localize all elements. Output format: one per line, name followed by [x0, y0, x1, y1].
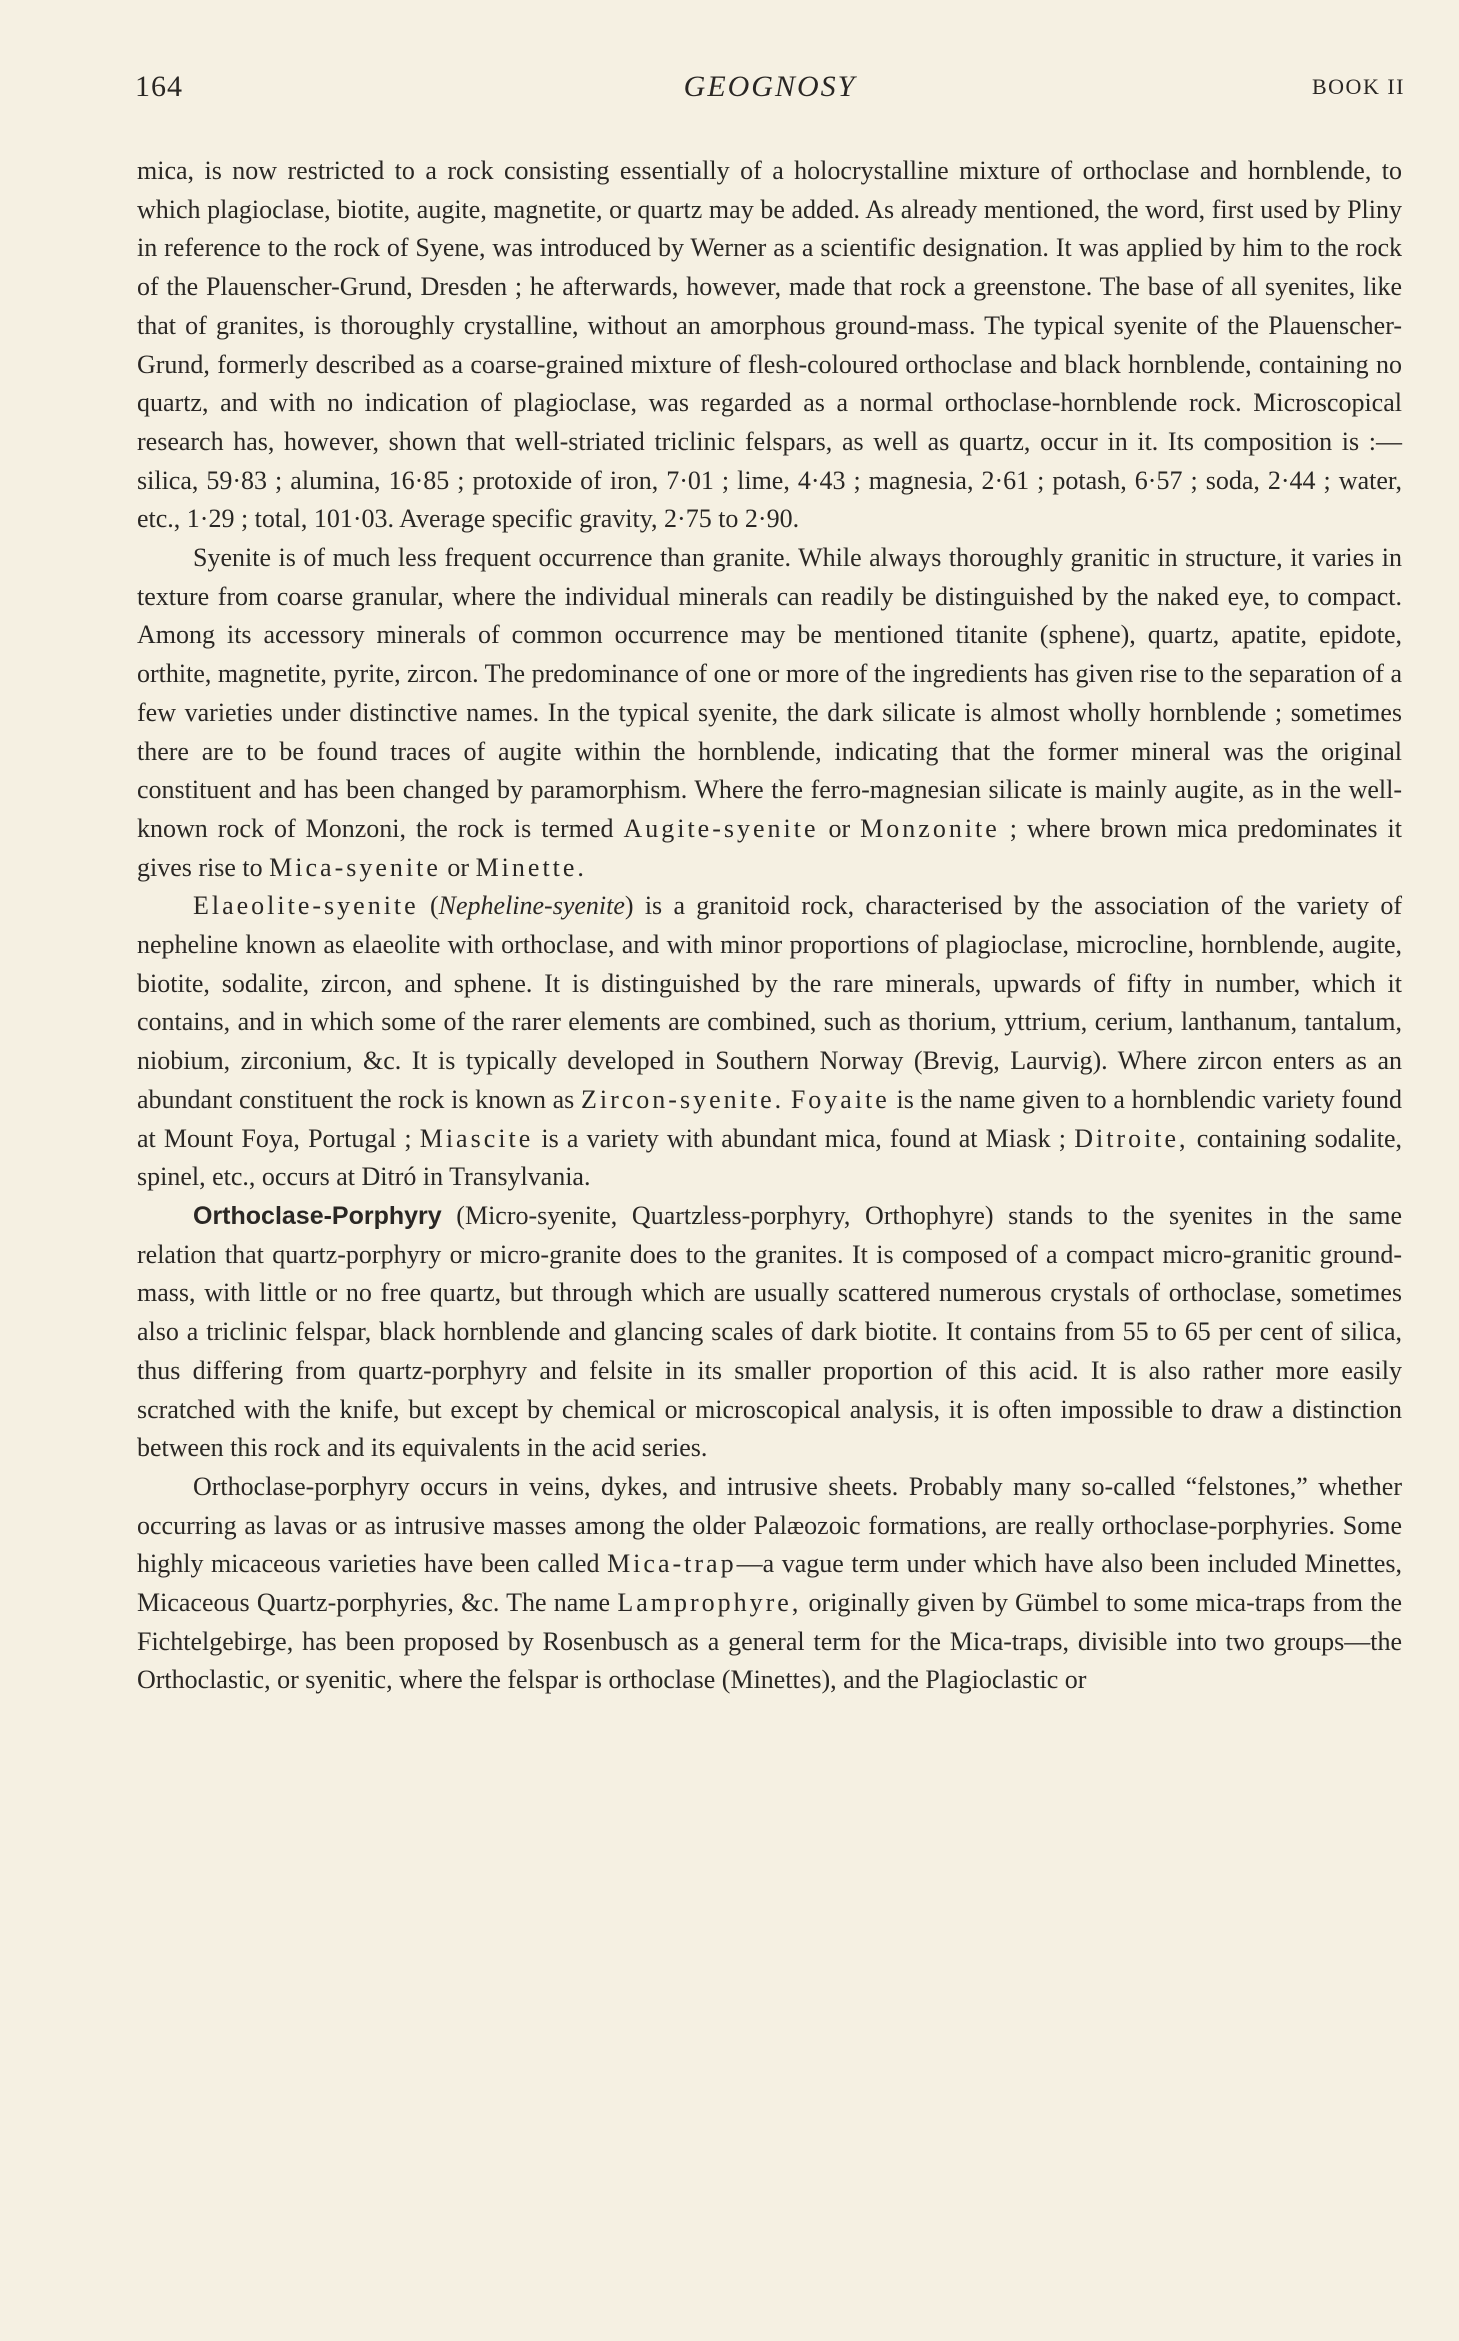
paragraph-porphyry-occurrence [137, 1468, 1402, 1700]
term-spaced: Ditroite, [1074, 1123, 1189, 1153]
term-spaced: Miascite [419, 1123, 534, 1153]
term-spaced: Monzonite [860, 813, 1000, 843]
page-number: 164 [135, 70, 183, 103]
text-run: mica, is now restricted to a rock consisting essentially of a holocrystalline mixture of orthoclase and hornblende, to which plagioclase, biotite, augite, magnetite, or quartz may be added. As already mentioned, the word, first used by Pliny in reference to the rock of Syene, was introduced by Werner as a scientific designation. It was applied by him to the rock of the Plauenscher-Grund, Dresden ; he afterwards, however, made that rock a greenstone. The base of all syenites, like that of granites, is thoroughly crystalline, without an amorphous ground-mass. The typical syenite of the Plauenscher-Grund, formerly described as a coarse-grained mixture of flesh-coloured orthoclase and black hornblende, containing no quartz, and with no indication of plagioclase, was regarded as a normal orthoclase-hornblende rock. Microscopical research has, however, shown that well-striated triclinic felspars, as well as quartz, occur in it. Its composition is :— silica, 59·83 ; alumina, 16·85 ; protoxide of iron, 7·01 ; lime, 4·43 ; magnesia, 2·61 ; potash, 6·57 ; soda, 2·44 ; water, etc., 1·29 ; total, 101·03. Average specific gravity, 2·75 to 2·90. [137, 156, 1402, 534]
running-head [135, 70, 1405, 110]
text-run: is the name given to a hornblendic variety found at Mount Foya, Portugal ; [137, 1084, 1403, 1153]
text-run: ( [418, 891, 439, 921]
text-run: Syenite is of much less frequent occurrence than granite. While always thoroughly granitic in structure, it varies in texture from coarse granular, where the individual minerals can readily be distinguished by the naked eye, to compact. Among its accessory minerals of common occurrence may be mentioned titanite (sphene), quartz, apatite, epidote, orthite, magnetite, pyrite, zircon. The predominance of one or more of the ingredients has given rise to the separation of a few varieties under distinctive names. In the typical syenite, the dark silicate is almost wholly hornblende ; sometimes there are to be found traces of augite within the hornblende, indicating that the former mineral was the original constituent and has been changed by paramorphism. Where the ferro-magnesian silicate is mainly augite, as in the well-known rock of Monzoni, the rock is termed [137, 543, 1402, 843]
text-run: originally given by Gümbel to some mica-traps from the Fichtelgebirge, has been proposed by Rosenbusch as a general term for the Mica-traps, divisible into two groups—the Orthoclastic, or syenitic, where the felspar is orthoclase (Minettes), and the Plagioclastic or [137, 1588, 1403, 1695]
text-run: ) is a granitoid rock, characterised by the association of the variety of nepheline known as elaeolite with orthoclase, and with minor proportions of plagioclase, microcline, hornblende, augite, biotite, sodalite, zircon, and sphene. It is distinguished by the rare minerals, upwards of fifty in number, which it contains, and in which some of the rarer elements are combined, such as thorium, yttrium, cerium, lanthanum, tantalum, niobium, zirconium, &c. It is typically developed in Southern Norway (Brevig, Laurvig). Where zircon enters as an abundant constituent the rock is known as [137, 891, 1402, 1114]
running-title: GEOGNOSY [683, 70, 857, 103]
body-text [137, 152, 1402, 1700]
text-run: or [818, 813, 861, 843]
paragraph-elaeolite-syenite [137, 887, 1402, 1197]
term-spaced: Mica-trap [607, 1549, 737, 1579]
term-spaced: Elaeolite-syenite [193, 891, 419, 921]
text-run: ; where brown mica predominates it gives rise to [137, 813, 1402, 882]
paragraph-orthoclase-porphyry [137, 1197, 1402, 1468]
term-spaced: Minette. [475, 852, 587, 882]
text-run: or [440, 852, 476, 882]
text-run: Orthoclase-porphyry occurs in veins, dykes, and intrusive sheets. Probably many so-called “felstones,” whether occurring as lavas or as intrusive masses among the older Palæozoic formations, are really orthoclase-porphyries. Some highly micaceous varieties have been called [137, 1471, 1402, 1579]
text-run [784, 1085, 791, 1114]
paragraph-syenite-description [137, 152, 1402, 539]
term-spaced: Mica-syenite [269, 852, 441, 882]
section-heading: Orthoclase-Porphyry [193, 1201, 442, 1230]
text-run: (Micro-syenite, Quartzless-porphyry, Orthophyre) stands to the syenites in the same relation that quartz-porphyry or micro-granite does to the granites. It is composed of a compact micro-granitic ground-mass, with little or no free quartz, but through which are usually scattered numerous crystals of orthoclase, sometimes also a triclinic felspar, black hornblende and glancing scales of dark biotite. It contains from 55 to 65 per cent of silica, thus differing from quartz-porphyry and felsite in its smaller proportion of this acid. It is also rather more easily scratched with the knife, but except by chemical or microscopical analysis, it is often impossible to draw a distinction between this rock and its equivalents in the acid series. [137, 1200, 1402, 1463]
book-label: BOOK II [1312, 74, 1405, 99]
term-spaced: Lamprophyre, [617, 1588, 802, 1618]
term-italic: Nepheline-syenite [438, 891, 625, 921]
text-run: containing sodalite, spinel, etc., occurs at Ditró in Transylvania. [137, 1123, 1402, 1192]
paragraph-syenite-varieties [137, 539, 1402, 887]
term-spaced: Zircon-syenite. [581, 1084, 785, 1114]
text-run: is a variety with abundant mica, found at Miask ; [533, 1123, 1075, 1153]
term-spaced: Augite-syenite [623, 813, 819, 843]
term-spaced: Foyaite [790, 1084, 890, 1114]
text-run: —a vague term under which have also been included Minettes, Micaceous Quartz-porphyries, &c. The name [137, 1549, 1403, 1618]
